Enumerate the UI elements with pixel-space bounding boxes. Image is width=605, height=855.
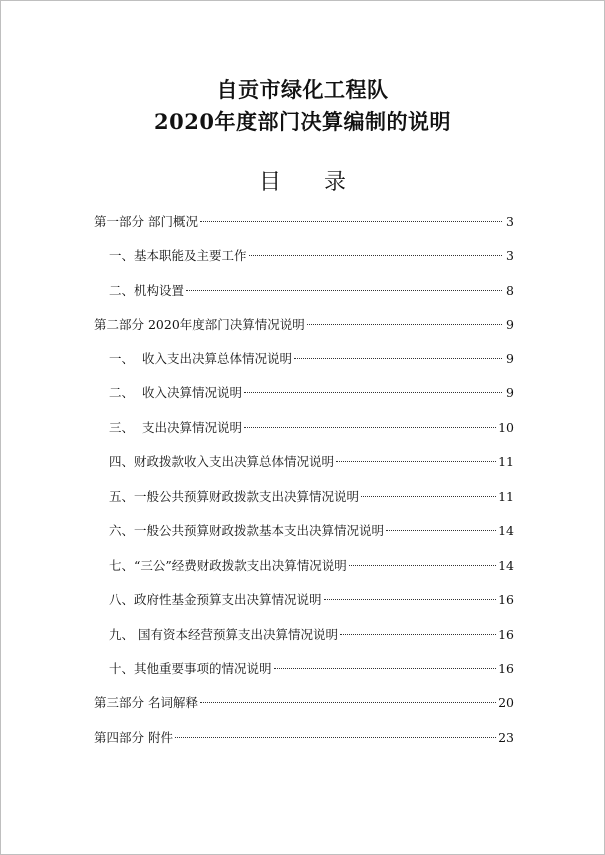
toc-entry-label: 三、 支出决算情况说明 (109, 420, 242, 435)
toc-leader-dots (340, 634, 496, 635)
toc-leader-dots (274, 668, 497, 669)
toc-leader-dots (294, 358, 502, 359)
toc-leader-dots (307, 324, 502, 325)
toc-entry[interactable] (109, 659, 514, 679)
toc-entry[interactable] (94, 693, 514, 713)
toc-entry[interactable] (109, 246, 514, 266)
toc-entry-page: 16 (498, 661, 514, 676)
toc-entry-page: 3 (506, 214, 514, 229)
toc-entry[interactable] (109, 625, 514, 645)
toc-entry-page: 9 (506, 385, 514, 400)
toc-entry-page: 14 (498, 523, 514, 538)
toc-entry-page: 11 (498, 489, 514, 504)
toc-entry[interactable] (109, 418, 514, 438)
toc-entry-page: 16 (498, 627, 514, 642)
toc-entry-page: 9 (506, 351, 514, 366)
toc-entry-page: 16 (498, 592, 514, 607)
toc-entry-label: 五、一般公共预算财政拨款支出决算情况说明 (109, 489, 360, 504)
toc-entry[interactable] (109, 556, 514, 576)
toc-entry[interactable] (109, 521, 514, 541)
toc-entry[interactable] (94, 212, 514, 232)
toc-entry[interactable] (109, 383, 514, 403)
toc-entry-label: 第三部分 名词解释 (94, 695, 198, 710)
toc-entry-label: 九、 国有资本经营预算支出决算情况说明 (109, 627, 338, 642)
toc-entry-page: 10 (498, 420, 514, 435)
toc-leader-dots (200, 702, 496, 703)
toc-entry-label: 十、其他重要事项的情况说明 (109, 661, 272, 676)
toc-entry[interactable] (109, 590, 514, 610)
toc-leader-dots (349, 565, 496, 566)
toc-entry-label: 七、“三公”经费财政拨款支出决算情况说明 (109, 558, 347, 573)
toc-entry[interactable] (94, 728, 514, 748)
document-title-line1: 自贡市绿化工程队 (216, 77, 389, 102)
toc-leader-dots (361, 496, 496, 497)
toc-entry-label: 第一部分 部门概况 (94, 214, 198, 229)
toc-entry[interactable] (109, 281, 514, 301)
toc-entry[interactable] (109, 452, 514, 472)
toc-leader-dots (244, 392, 502, 393)
toc-leader-dots (175, 737, 496, 738)
toc-entry-page: 20 (498, 695, 514, 710)
toc-entry-label: 四、财政拨款收入支出决算总体情况说明 (109, 454, 335, 469)
toc-entry-page: 14 (498, 558, 514, 573)
toc-entry-page: 11 (498, 454, 514, 469)
toc-entry-label: 二、 收入决算情况说明 (109, 385, 242, 400)
toc-leader-dots (200, 221, 502, 222)
toc-entry[interactable] (109, 349, 514, 369)
toc-entry-label: 第四部分 附件 (94, 730, 173, 745)
toc-entry-label: 二、机构设置 (109, 283, 185, 298)
toc-entry-page: 9 (506, 317, 514, 332)
toc-leader-dots (249, 255, 502, 256)
toc-leader-dots (244, 427, 496, 428)
toc-entry-page: 3 (506, 248, 514, 263)
toc-entry[interactable] (94, 315, 514, 335)
toc-leader-dots (186, 290, 502, 291)
document-title-line2: 2020年度部门决算编制的说明 (154, 109, 451, 134)
toc-entry-label: 一、基本职能及主要工作 (109, 248, 247, 263)
toc-entry[interactable] (109, 487, 514, 507)
toc-entry-page: 23 (498, 730, 514, 745)
toc-entry-label: 第二部分 2020年度部门决算情况说明 (94, 317, 305, 332)
toc-leader-dots (336, 461, 496, 462)
toc-entry-label: 六、一般公共预算财政拨款基本支出决算情况说明 (109, 523, 385, 538)
toc-leader-dots (324, 599, 497, 600)
toc-leader-dots (386, 530, 496, 531)
toc-entry-label: 一、 收入支出决算总体情况说明 (109, 351, 292, 366)
toc-entry-page: 8 (506, 283, 514, 298)
toc-entry-label: 八、政府性基金预算支出决算情况说明 (109, 592, 322, 607)
toc-heading: 目 录 (259, 170, 364, 195)
